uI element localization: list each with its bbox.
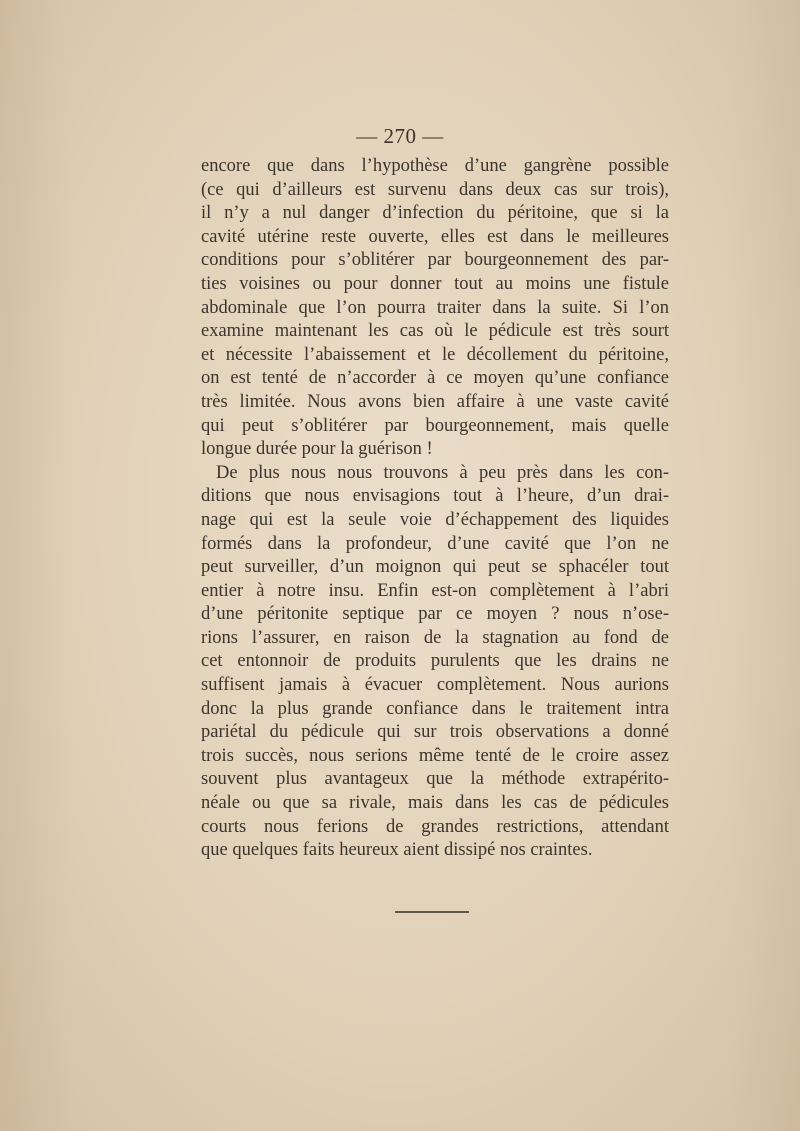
paragraph-start-line: De plus nous nous trouvons à peu près dans les con- <box>216 462 669 483</box>
text-line: (ce qui d’ailleurs est survenu dans deux cas sur trois), <box>201 179 669 200</box>
text-line: cet entonnoir de produits purulents que les drains ne <box>201 651 669 672</box>
text-line: entier à notre insu. Enfin est-on complètement à l’abri <box>201 580 669 601</box>
text-line: ditions que nous envisagions tout à l’heure, d’un drai- <box>201 486 669 507</box>
text-line: néale ou que sa rivale, mais dans les cas de pédicules <box>201 793 669 814</box>
text-line: encore que dans l’hypothèse d’une gangrène possible <box>201 156 669 176</box>
text-line: formés dans la profondeur, d’une cavité que l’on ne <box>201 533 669 554</box>
body-text <box>201 155 669 863</box>
text-line: qui peut s’oblitérer par bourgeonnement, mais quelle <box>201 415 669 436</box>
paragraph-end-line: longue durée pour la guérison ! <box>201 439 433 460</box>
text-line: pariétal du pédicule qui sur trois observations a donné <box>201 722 669 743</box>
text-line: cavité utérine reste ouverte, elles est dans le meilleures <box>201 226 669 247</box>
end-rule <box>395 911 469 913</box>
text-line: il n’y a nul danger d’infection du péritoine, que si la <box>201 203 669 224</box>
text-line: conditions pour s’oblitérer par bourgeonnement des par- <box>201 250 669 271</box>
text-line: on est tenté de n’accorder à ce moyen qu’une confiance <box>201 368 669 389</box>
text-line: d’une péritonite septique par ce moyen ? nous n’ose- <box>201 604 669 625</box>
text-line: abdominale que l’on pourra traiter dans la suite. Si l’on <box>201 297 669 318</box>
text-line: souvent plus avantageux que la méthode extrapérito- <box>201 769 669 790</box>
text-line: ties voisines ou pour donner tout au moins une fistule <box>201 273 669 294</box>
text-line: suffisent jamais à évacuer complètement. Nous aurions <box>201 675 669 696</box>
text-line: rions l’assurer, en raison de la stagnation au fond de <box>201 627 669 648</box>
text-line: très limitée. Nous avons bien affaire à une vaste cavité <box>201 391 669 412</box>
text-line: examine maintenant les cas où le pédicule est très sourt <box>201 321 669 342</box>
page-number: — 270 — <box>356 124 444 148</box>
text-line: trois succès, nous serions même tenté de le croire assez <box>201 745 669 766</box>
text-line: peut surveiller, d’un moignon qui peut se sphacéler tout <box>201 557 669 578</box>
text-line: nage qui est la seule voie d’échappement des liquides <box>201 509 669 530</box>
text-line: donc la plus grande confiance dans le traitement intra <box>201 698 669 719</box>
paragraph-end-line: que quelques faits heureux aient dissipé nos craintes. <box>201 840 593 861</box>
text-line: et nécessite l’abaissement et le décollement du péritoine, <box>201 344 669 365</box>
text-line: courts nous ferions de grandes restrictions, attendant <box>201 816 669 837</box>
